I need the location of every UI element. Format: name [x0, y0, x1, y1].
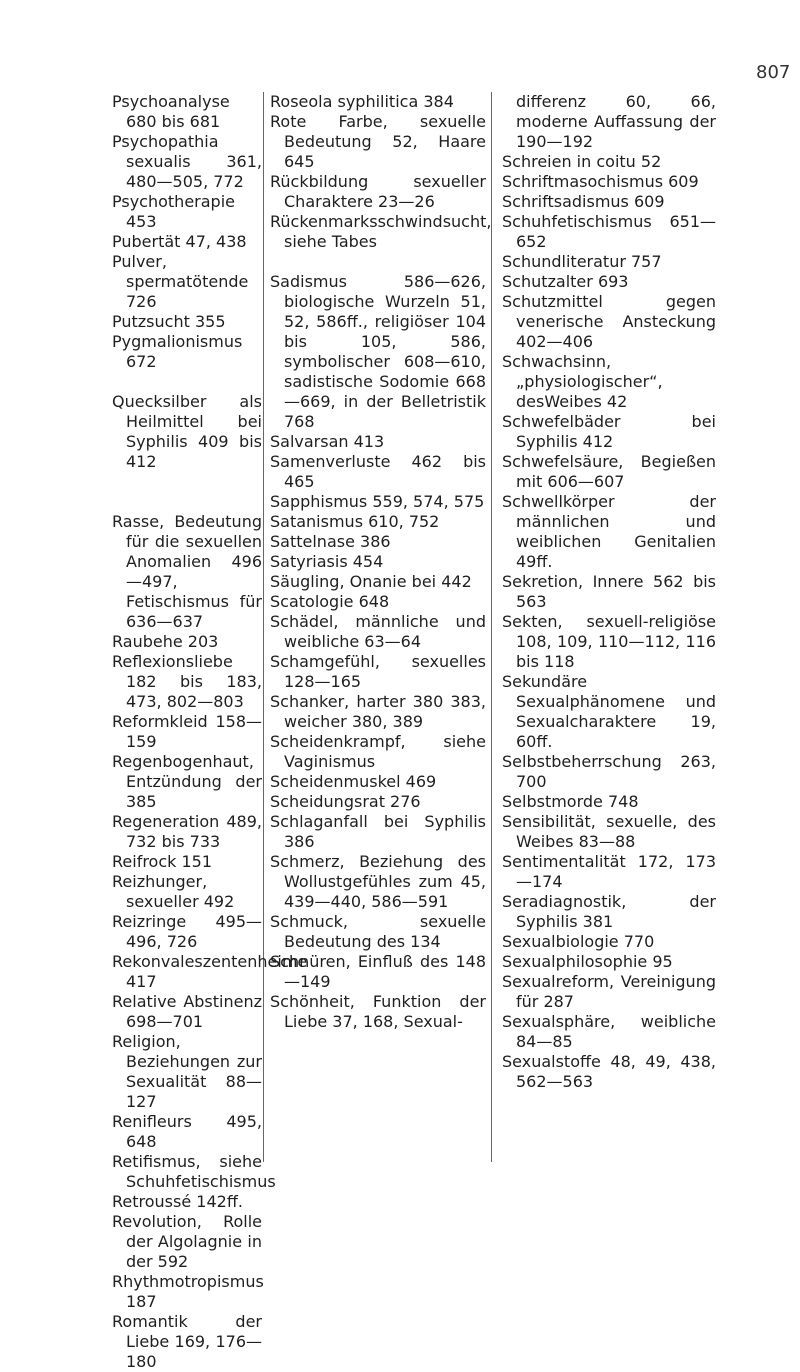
index-entry: Sexualsphäre, weibliche 84—85 [502, 1012, 716, 1051]
index-entry: Schutzalter 693 [502, 272, 629, 291]
index-entry: Schundliteratur 757 [502, 252, 662, 271]
index-entry: Retifismus, siehe Schuhfetischismus [112, 1152, 276, 1191]
index-entry: Rhythmotropismus 187 [112, 1272, 264, 1311]
index-entry: Schädel, männliche und weibliche 63—64 [270, 612, 486, 651]
index-entry: Schönheit, Funktion der Liebe 37, 168, Sexual- [270, 992, 486, 1031]
index-entry: Pubertät 47, 438 [112, 232, 247, 251]
index-entry: Sexualbiologie 770 [502, 932, 655, 951]
index-entry: Sexualstoffe 48, 49, 438, 562—563 [502, 1052, 716, 1091]
index-entry: Raubehe 203 [112, 632, 219, 651]
index-entry: Scatologie 648 [270, 592, 390, 611]
column-divider [491, 92, 492, 1162]
index-entry: Sattelnase 386 [270, 532, 391, 551]
index-entry: Schamgefühl, sexuelles 128—165 [270, 652, 486, 691]
index-entry: Schmerz, Beziehung des Wollustgefühles zum 45, 439—440, 586—591 [270, 852, 486, 911]
index-entry: Schuhfetischismus 651—652 [502, 212, 716, 251]
index-entry: Relative Abstinenz 698—701 [112, 992, 262, 1031]
index-entry: Sexualphilosophie 95 [502, 952, 673, 971]
index-entry: Scheidungsrat 276 [270, 792, 421, 811]
index-entry: Revolution, Rolle der Algolagnie in der 592 [112, 1212, 262, 1271]
index-entry: Sekundäre Sexualphänomene und Sexualcharaktere 19, 60ff. [502, 672, 716, 751]
index-entry: Salvarsan 413 [270, 432, 385, 451]
index-entry: Samenverluste 462 bis 465 [270, 452, 486, 491]
index-entry: Schriftsadismus 609 [502, 192, 665, 211]
index-entry: Schwellkörper der männlichen und weiblichen Genitalien 49ff. [502, 492, 716, 571]
index-entry: Pulver, spermatötende 726 [112, 252, 249, 311]
index-entry: Schanker, harter 380 383, weicher 380, 389 [270, 692, 486, 731]
index-entry: Regeneration 489, 732 bis 733 [112, 812, 262, 851]
index-entry: Psychoanalyse 680 bis 681 [112, 92, 230, 131]
index-entry: Rote Farbe, sexuelle Bedeutung 52, Haare 645 [270, 112, 486, 171]
index-entry: Säugling, Onanie bei 442 [270, 572, 472, 591]
index-entry: Sensibilität, sexuelle, des Weibes 83—88 [502, 812, 716, 851]
index-entry: Renifleurs 495, 648 [112, 1112, 262, 1151]
page-number: 807 [756, 62, 791, 83]
index-entry: Reifrock 151 [112, 852, 213, 871]
index-entry: Schlaganfall bei Syphilis 386 [270, 812, 486, 851]
index-entry: Schwachsinn, „physiologischer“, desWeibes 42 [502, 352, 663, 411]
index-entry: Sekretion, Innere 562 bis 563 [502, 572, 716, 611]
index-column-3 [502, 92, 716, 1092]
index-entry: Scheidenmuskel 469 [270, 772, 437, 791]
index-entry: Pygmalionismus 672 [112, 332, 243, 371]
index-entry: Schutzmittel gegen venerische Ansteckung 402—406 [502, 292, 716, 351]
index-entry: Satyriasis 454 [270, 552, 384, 571]
index-entry: Schwefelbäder bei Syphilis 412 [502, 412, 716, 451]
index-entry: Seradiagnostik, der Syphilis 381 [502, 892, 716, 931]
index-entry: Reizhunger, sexueller 492 [112, 872, 235, 911]
index-entry: Roseola syphilitica 384 [270, 92, 454, 111]
index-entry: Selbstbeherrschung 263, 700 [502, 752, 716, 791]
index-entry: Schreien in coitu 52 [502, 152, 662, 171]
column-divider [263, 92, 264, 1162]
index-entry: Rekonvaleszentenheime 417 [112, 952, 308, 991]
index-entry: Reizringe 495—496, 726 [112, 912, 262, 951]
index-entry: Sadismus 586—626, biologische Wurzeln 51, 52, 586ff., religiöser 104 bis 105, 586, symbolischer 608—610, sadistische Sodomie 668—669, in der Belletristik 768 [270, 272, 486, 431]
index-entry: Romantik der Liebe 169, 176—180 [112, 1312, 262, 1371]
index-entry: Regenbogenhaut, Entzündung der 385 [112, 752, 262, 811]
index-entry: Sekten, sexuell-religiöse 108, 109, 110—112, 116 bis 118 [502, 612, 716, 671]
index-column-2 [270, 92, 492, 1032]
index-entry: Rückenmarksschwindsucht, siehe Tabes [270, 212, 492, 251]
index-entry: Sexualreform, Vereinigung für 287 [502, 972, 716, 1011]
index-entry: Sapphismus 559, 574, 575 [270, 492, 485, 511]
index-entry: Psychopathia sexualis 361, 480—505, 772 [112, 132, 262, 191]
index-entry: Reformkleid 158—159 [112, 712, 262, 751]
index-entry: Psychotherapie 453 [112, 192, 235, 231]
index-entry: Retroussé 142ff. [112, 1192, 243, 1211]
index-entry: Rückbildung sexueller Charaktere 23—26 [270, 172, 486, 211]
index-entry: Schmuck, sexuelle Bedeutung des 134 [270, 912, 486, 951]
index-entry: Selbstmorde 748 [502, 792, 639, 811]
index-entry: Scheidenkrampf, siehe Vaginismus [270, 732, 486, 771]
index-entry: Schnüren, Einfluß des 148—149 [270, 952, 486, 991]
index-entry: Satanismus 610, 752 [270, 512, 440, 531]
index-entry: Reflexionsliebe 182 bis 183, 473, 802—803 [112, 652, 262, 711]
index-entry: Schriftmasochismus 609 [502, 172, 699, 191]
index-entry: differenz 60, 66, moderne Auffassung der 190—192 [516, 92, 716, 151]
index-entry: Putzsucht 355 [112, 312, 226, 331]
index-column-1 [112, 92, 308, 1372]
index-entry: Rasse, Bedeutung für die sexuellen Anomalien 496—497, Fetischismus für 636—637 [112, 512, 262, 631]
index-entry: Quecksilber als Heilmittel bei Syphilis 409 bis 412 [112, 392, 262, 471]
index-entry: Sentimentalität 172, 173—174 [502, 852, 716, 891]
index-entry: Schwefelsäure, Begießen mit 606—607 [502, 452, 716, 491]
index-entry: Religion, Beziehungen zur Sexualität 88—127 [112, 1032, 262, 1111]
